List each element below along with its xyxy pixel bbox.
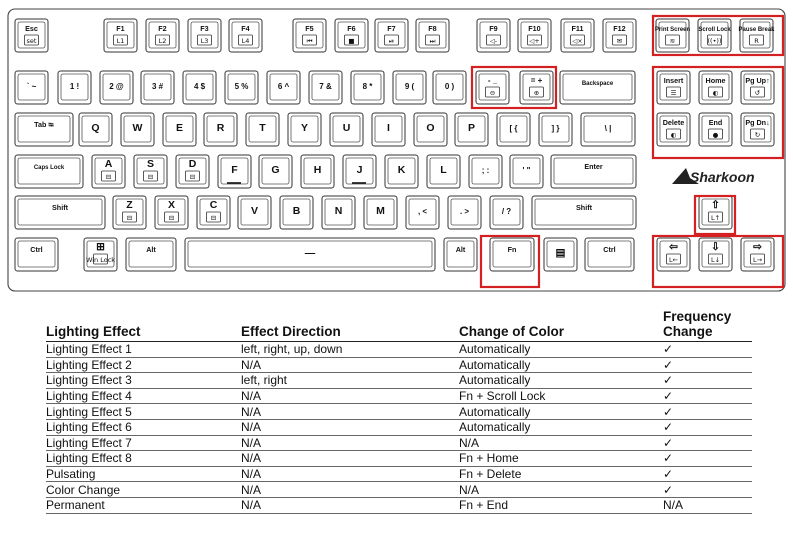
- key-r: [204, 113, 237, 146]
- key-sublabel: ◁×: [572, 37, 583, 45]
- key-sublabel: R: [754, 37, 759, 45]
- key-label: Fn: [507, 245, 517, 254]
- key-label: - _: [487, 76, 498, 85]
- cell-frequency-change: ✓: [663, 482, 752, 498]
- key-label: F5: [305, 24, 314, 33]
- key-label: T: [259, 122, 266, 134]
- key-f4: [229, 19, 262, 52]
- cell-effect-direction: N/A: [241, 451, 459, 467]
- cell-change-of-color: Automatically: [459, 342, 663, 358]
- key-label: F4: [241, 24, 250, 33]
- key-label: F1: [116, 24, 125, 33]
- key-slash: [490, 196, 523, 229]
- key-semicolon: [469, 155, 502, 188]
- key-left-bracket: [497, 113, 530, 146]
- cell-frequency-change: N/A: [663, 497, 752, 513]
- key-1: [58, 71, 91, 104]
- key-label: L: [440, 164, 447, 176]
- key-q: [79, 113, 112, 146]
- key-label: Caps Lock: [33, 165, 65, 171]
- key-sublabel: ◁+: [529, 37, 540, 45]
- key-print-screen: [655, 19, 691, 52]
- cell-change-of-color: N/A: [459, 482, 663, 498]
- table-row: [46, 419, 752, 435]
- cell-frequency-change: ✓: [663, 373, 752, 389]
- key-sublabel: L↓: [710, 256, 721, 264]
- key-g: [259, 155, 292, 188]
- key-label: Shift: [576, 203, 592, 212]
- key-sublabel: L3: [200, 37, 209, 45]
- key-tab: [15, 113, 73, 146]
- table-row: [46, 373, 752, 389]
- table-row: [46, 451, 752, 467]
- cell-change-of-color: Automatically: [459, 357, 663, 373]
- key-u: [330, 113, 363, 146]
- key-label: K: [397, 164, 406, 176]
- key-left-ctrl: [15, 238, 58, 271]
- cell-effect-direction: left, right, up, down: [241, 342, 459, 358]
- key-fn: [490, 238, 534, 271]
- key-esc: [15, 19, 48, 52]
- key-label: ` ~: [26, 82, 37, 91]
- key-label: ⇧: [711, 199, 720, 211]
- brand-name: Sharkoon: [690, 169, 755, 185]
- key-label: Q: [91, 122, 100, 134]
- key-period: [448, 196, 481, 229]
- cell-lighting-effect: Lighting Effect 4: [46, 388, 241, 404]
- key-label: 7 &: [319, 82, 332, 91]
- key-sublabel: ⊟: [189, 173, 196, 181]
- key-sublabel: ⏯: [388, 37, 395, 45]
- key-6: [267, 71, 300, 104]
- key-label: Alt: [455, 245, 466, 254]
- key-down-arrow: [699, 238, 732, 271]
- key-sublabel: ≋: [669, 37, 676, 45]
- key-m: [364, 196, 397, 229]
- key-sublabel: ⏭: [429, 37, 436, 45]
- key-label: ▤: [555, 247, 566, 259]
- key-label: End: [708, 118, 723, 127]
- cell-frequency-change: ✓: [663, 357, 752, 373]
- key-label: 6 ^: [277, 82, 290, 91]
- key-i: [372, 113, 405, 146]
- key-end: [699, 113, 732, 146]
- key-label: 2 @: [109, 82, 124, 91]
- key-label: Pg Up↑: [745, 76, 770, 85]
- key-caps-lock: [15, 155, 83, 188]
- key-label: U: [342, 122, 351, 134]
- key-f11: [561, 19, 594, 52]
- cell-frequency-change: ✓: [663, 435, 752, 451]
- header-lighting-effect: Lighting Effect: [46, 309, 241, 342]
- key-delete: [657, 113, 690, 146]
- cell-lighting-effect: Pulsating: [46, 466, 241, 482]
- key-sublabel: L↑: [710, 214, 721, 222]
- key-5: [225, 71, 258, 104]
- key-sublabel: ◁-: [489, 37, 498, 45]
- key-sublabel: L4: [241, 37, 250, 45]
- key-label: Z: [126, 199, 133, 211]
- cell-change-of-color: Fn + Delete: [459, 466, 663, 482]
- key-home: [699, 71, 732, 104]
- key-label: R: [216, 122, 225, 134]
- key-equals: [520, 71, 553, 104]
- key-sublabel: ⊟: [147, 173, 154, 181]
- key-up-arrow: [699, 196, 732, 229]
- table-row: [46, 357, 752, 373]
- key-sublabel: ◐: [712, 89, 719, 97]
- key-t: [246, 113, 279, 146]
- key-label: E: [175, 122, 184, 134]
- key-label: Ctrl: [603, 245, 616, 254]
- key-sublabel: set: [26, 37, 37, 45]
- key-n: [322, 196, 355, 229]
- cell-lighting-effect: Lighting Effect 7: [46, 435, 241, 451]
- key-spacebar: [185, 238, 435, 271]
- key-7: [309, 71, 342, 104]
- cell-frequency-change: ✓: [663, 342, 752, 358]
- cell-lighting-effect: Permanent: [46, 497, 241, 513]
- key-s: [134, 155, 167, 188]
- key-f2: [146, 19, 179, 52]
- cell-effect-direction: N/A: [241, 419, 459, 435]
- key-sublabel: ●: [712, 131, 719, 139]
- key-label: 0 ): [444, 82, 455, 91]
- key-4: [183, 71, 216, 104]
- cell-effect-direction: N/A: [241, 466, 459, 482]
- sharkoon-logo: [672, 168, 755, 185]
- key-menu: [544, 238, 577, 271]
- cell-effect-direction: N/A: [241, 404, 459, 420]
- key-label: Alt: [146, 245, 156, 254]
- cell-lighting-effect: Lighting Effect 3: [46, 373, 241, 389]
- key-label: Delete: [662, 118, 685, 127]
- cell-effect-direction: N/A: [241, 482, 459, 498]
- key-sublabel: ■: [348, 37, 355, 45]
- key-label: S: [146, 158, 155, 170]
- key-label: F3: [200, 24, 209, 33]
- key-label: 8 *: [362, 82, 373, 91]
- cell-frequency-change: ✓: [663, 419, 752, 435]
- table-row: [46, 342, 752, 358]
- cell-frequency-change: ✓: [663, 404, 752, 420]
- cell-frequency-change: ✓: [663, 388, 752, 404]
- key-sublabel: Win Lock: [85, 256, 116, 264]
- key-sublabel: ⊟: [210, 214, 217, 222]
- cell-effect-direction: N/A: [241, 497, 459, 513]
- key-label: W: [132, 122, 143, 134]
- key-left-shift: [15, 196, 105, 229]
- key-sublabel: ⊕: [533, 89, 540, 97]
- key-sublabel: ✉: [616, 37, 623, 45]
- key-label: , <: [417, 207, 428, 216]
- key-sublabel: ⊟: [126, 214, 133, 222]
- key-left-alt: [126, 238, 176, 271]
- key-p: [455, 113, 488, 146]
- key-3: [141, 71, 174, 104]
- key-label: Pause Break: [738, 27, 775, 33]
- cell-effect-direction: N/A: [241, 388, 459, 404]
- key-sublabel: ↺: [754, 89, 761, 97]
- key-y: [288, 113, 321, 146]
- key-scroll-lock: [698, 19, 731, 52]
- key-c: [197, 196, 230, 229]
- key-f1: [104, 19, 137, 52]
- key-backslash: [581, 113, 635, 146]
- cell-change-of-color: Automatically: [459, 373, 663, 389]
- key-label: ⇦: [669, 241, 678, 253]
- key-sublabel: ☰: [670, 89, 677, 97]
- key-page-up: [741, 71, 774, 104]
- key-label: F11: [571, 24, 584, 33]
- key-label: ⇩: [711, 241, 720, 253]
- key-label: ] }: [551, 124, 560, 133]
- key-label: = +: [530, 76, 543, 85]
- key-label: G: [271, 164, 280, 176]
- cell-lighting-effect: Lighting Effect 6: [46, 419, 241, 435]
- key-enter: [551, 155, 636, 188]
- key-minus: [476, 71, 509, 104]
- key-sublabel: ◐: [670, 131, 677, 139]
- key-label: 3 #: [151, 82, 164, 91]
- key-sublabel: ↻: [754, 131, 761, 139]
- key-sublabel: L→: [752, 256, 763, 264]
- table-header-row: [46, 309, 752, 342]
- key-label: \ |: [604, 124, 612, 133]
- key-label: 4 $: [193, 82, 206, 91]
- key-right-ctrl: [585, 238, 634, 271]
- key-label: —: [304, 247, 316, 259]
- key-label: O: [426, 122, 435, 134]
- cell-lighting-effect: Color Change: [46, 482, 241, 498]
- key-sublabel: ((•)): [707, 37, 722, 45]
- key-label: ⊞: [96, 241, 105, 253]
- key-label: P: [467, 122, 476, 134]
- key-0: [433, 71, 466, 104]
- table-row: [46, 482, 752, 498]
- key-label: C: [209, 199, 218, 211]
- cell-change-of-color: Fn + Home: [459, 451, 663, 467]
- key-label: Shift: [52, 203, 68, 212]
- key-sublabel: L1: [116, 37, 125, 45]
- key-f5: [293, 19, 326, 52]
- key-f6: [335, 19, 368, 52]
- key-label: Ctrl: [30, 245, 43, 254]
- key-pause-break: [738, 19, 775, 52]
- key-label: Scroll Lock: [698, 27, 731, 33]
- key-label: 1 !: [69, 82, 80, 91]
- key-comma: [406, 196, 439, 229]
- header-frequency-change: Frequency Change: [663, 309, 752, 342]
- key-right-arrow: [741, 238, 774, 271]
- key-b: [280, 196, 313, 229]
- key-label: N: [334, 205, 343, 217]
- header-effect-direction: Effect Direction: [241, 309, 459, 342]
- table-row: [46, 466, 752, 482]
- key-label: ' ": [522, 166, 531, 175]
- key-left-arrow: [657, 238, 690, 271]
- key-f9: [477, 19, 510, 52]
- key-label: . >: [459, 207, 470, 216]
- key-label: F7: [387, 24, 396, 33]
- key-quote: [510, 155, 543, 188]
- key-right-shift: [532, 196, 636, 229]
- key-label: J: [356, 164, 363, 176]
- key-sublabel: L2: [158, 37, 167, 45]
- key-label: Backspace: [581, 81, 614, 87]
- key-v: [238, 196, 271, 229]
- key-label: D: [188, 158, 197, 170]
- key-insert: [657, 71, 690, 104]
- key-label: Enter: [584, 162, 603, 171]
- cell-change-of-color: Automatically: [459, 419, 663, 435]
- key-f7: [375, 19, 408, 52]
- key-d: [176, 155, 209, 188]
- key-f12: [603, 19, 636, 52]
- key-backspace: [560, 71, 635, 104]
- key-z: [113, 196, 146, 229]
- key-label: F2: [158, 24, 167, 33]
- table-row: [46, 404, 752, 420]
- key-label: Esc: [25, 24, 38, 33]
- key-label: F: [231, 164, 238, 176]
- key-h: [301, 155, 334, 188]
- key-sublabel: ⊟: [168, 214, 175, 222]
- key-label: F6: [347, 24, 356, 33]
- cell-lighting-effect: Lighting Effect 5: [46, 404, 241, 420]
- cell-change-of-color: N/A: [459, 435, 663, 451]
- key-f3: [188, 19, 221, 52]
- key-x: [155, 196, 188, 229]
- key-label: Tab ⭾: [34, 120, 54, 129]
- key-right-bracket: [539, 113, 572, 146]
- key-sublabel: ⏮: [306, 37, 313, 45]
- cell-change-of-color: Fn + End: [459, 497, 663, 513]
- key-label: F8: [428, 24, 437, 33]
- key-sublabel: ⊖: [489, 89, 496, 97]
- key-l: [427, 155, 460, 188]
- key-label: Insert: [663, 76, 684, 85]
- key-label: 5 %: [234, 82, 249, 91]
- key-label: Print Screen: [654, 27, 691, 33]
- cell-lighting-effect: Lighting Effect 1: [46, 342, 241, 358]
- table-row: [46, 388, 752, 404]
- key-o: [414, 113, 447, 146]
- key-label: / ?: [501, 207, 512, 216]
- lighting-effects-table: [46, 309, 752, 514]
- key-label: F9: [489, 24, 498, 33]
- key-label: ; :: [481, 166, 490, 175]
- key-label: Home: [705, 76, 726, 85]
- cell-change-of-color: Fn + Scroll Lock: [459, 388, 663, 404]
- key-sublabel: ⊟: [105, 173, 112, 181]
- key-page-down: [741, 113, 774, 146]
- key-f10: [518, 19, 551, 52]
- key-f8: [416, 19, 449, 52]
- key-label: F10: [528, 24, 541, 33]
- key-2: [100, 71, 133, 104]
- key-label: Y: [300, 122, 309, 134]
- cell-lighting-effect: Lighting Effect 2: [46, 357, 241, 373]
- cell-frequency-change: ✓: [663, 451, 752, 467]
- key-label: [ {: [509, 124, 518, 133]
- key-right-alt: [444, 238, 477, 271]
- key-label: M: [376, 205, 385, 217]
- key-w: [121, 113, 154, 146]
- cell-effect-direction: N/A: [241, 357, 459, 373]
- key-a: [92, 155, 125, 188]
- key-label: H: [313, 164, 322, 176]
- header-change-of-color: Change of Color: [459, 309, 663, 342]
- key-sublabel: L←: [668, 256, 679, 264]
- key-label: V: [250, 205, 259, 217]
- key-9: [393, 71, 426, 104]
- table-row: [46, 435, 752, 451]
- key-label: 9 (: [404, 82, 415, 91]
- cell-frequency-change: ✓: [663, 466, 752, 482]
- cell-change-of-color: Automatically: [459, 404, 663, 420]
- cell-lighting-effect: Lighting Effect 8: [46, 451, 241, 467]
- key-windows: [84, 238, 117, 271]
- key-label: I: [387, 122, 390, 134]
- cell-effect-direction: N/A: [241, 435, 459, 451]
- key-label: A: [104, 158, 113, 170]
- key-label: ⇨: [753, 241, 762, 253]
- cell-effect-direction: left, right: [241, 373, 459, 389]
- key-k: [385, 155, 418, 188]
- key-e: [163, 113, 196, 146]
- key-label: X: [167, 199, 176, 211]
- table-row: [46, 497, 752, 513]
- key-8: [351, 71, 384, 104]
- key-label: Pg Dn↓: [745, 118, 770, 127]
- key-label: B: [292, 205, 301, 217]
- key-label: F12: [613, 24, 626, 33]
- key-backtick: [15, 71, 48, 104]
